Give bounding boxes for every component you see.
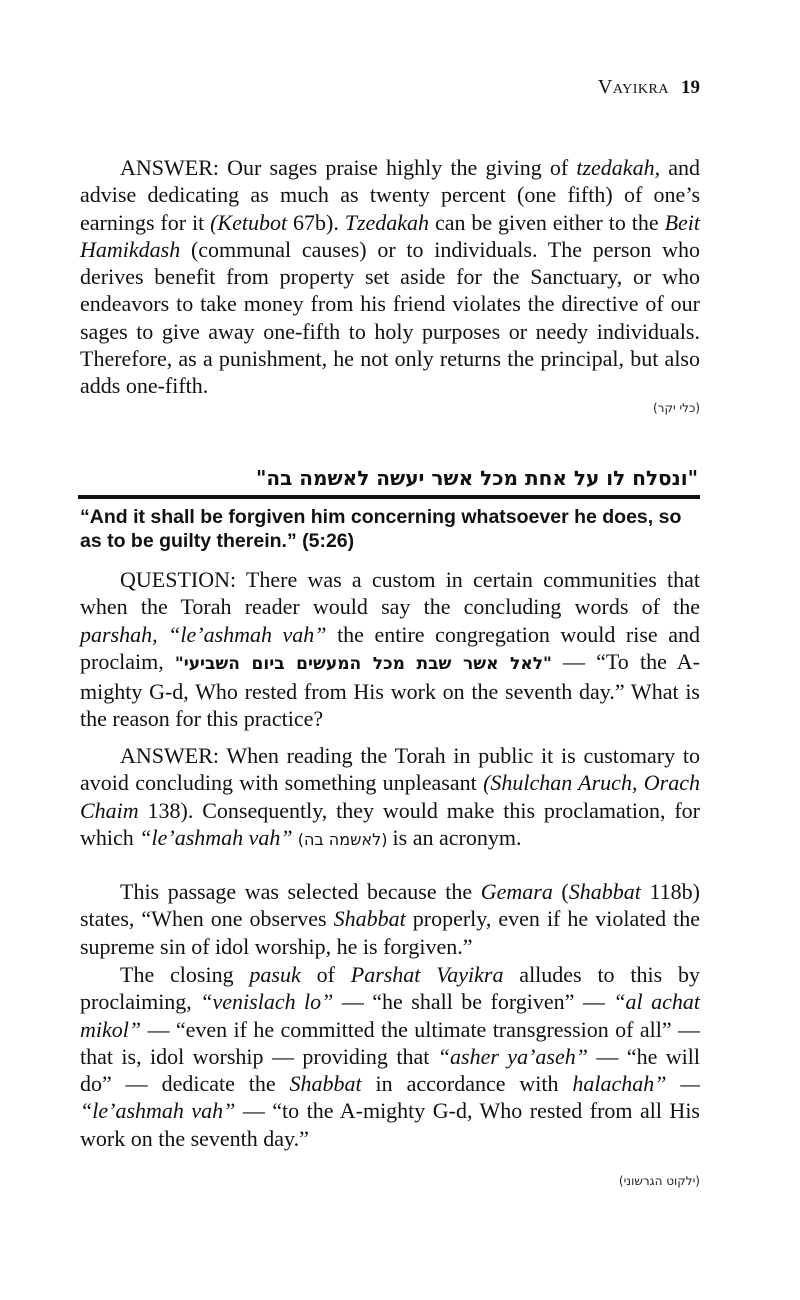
italic-term: Beit Hamikdash [80,209,700,262]
question-paragraph [80,566,700,733]
text-run: ANSWER: Our sages praise highly the giving of [120,155,577,180]
italic-term: pasuk [249,962,301,987]
text-run: can be given either to the [429,209,665,235]
italic-term: “le’ashmah vah” [139,824,293,850]
answer-paragraph-tzedakah [80,154,700,400]
text-run: properly, even if he violated the supreme sin of idol worship, he is forgiven.” [80,906,701,959]
hebrew-quote: "לאל אשר שבת מכל המעשים ביום השביעי" [174,653,552,674]
italic-term: Shabbat [333,906,406,932]
text-run: This passage was selected because the [120,879,481,904]
text-run: ANSWER: When reading the Torah in public it is customary to avoid concluding with something unpleasant [80,743,700,796]
italic-term: Shabbat [568,879,641,904]
text-run: and advise dedicating as much as twenty percent (one fifth) of one’s earnings for it [80,155,700,235]
text-run: ( [552,879,569,904]
italic-term: tzedakah, [576,155,661,180]
italic-term: Shabbat [289,1071,362,1097]
text-run: of [300,962,351,987]
italic-term: Parshat Vayikra [350,962,504,987]
italic-term: Gemara [480,879,553,904]
text-run: The closing [120,962,250,987]
italic-term: Tzedakah [344,209,430,235]
text-run: — “To the A-mighty G-d, Who rested from His work on the seventh day.” What is the reason for this practice? [80,648,700,732]
italic-term: halachah” — “le’ashmah vah” [80,1071,700,1124]
italic-term: parshah, “le’ashmah vah” [80,621,327,647]
verse-translation: “And it shall be forgiven him concerning whatsoever he does, so as to be guilty therein.” (5:26) [80,506,682,552]
running-header [598,76,700,99]
italic-term: “asher ya’aseh” [437,1043,588,1069]
page-number: 19 [681,77,700,98]
hebrew-acronym: (לאשמה בה) [292,829,393,849]
closing-paragraph [80,961,700,1152]
hebrew-verse-heading: "ונסלח לו על אחת מכל אשר יעשה לאשמה בה" [255,466,698,490]
text-run: 118b) states, “When one observes [80,879,701,932]
text-run: the entire congregation would rise and proclaim, [80,621,700,674]
italic-term: “venislach lo” [200,989,334,1015]
text-run: — “he shall be forgiven” — [333,989,614,1015]
passage-paragraph [80,878,700,960]
book-title: Vayikra [597,76,669,98]
source-citation-yalkut-hagershuni: (ילקוט הגרשוני) [618,1174,700,1188]
citation: (Ketubot [210,209,288,235]
text-run: alludes to this by proclaiming, [80,962,701,1015]
text-run: — “to the A-mighty G-d, Who rested from all His work on the seventh day.” [80,1098,700,1151]
source-citation-kli-yakar: (כלי יקר) [653,401,700,415]
italic-term: “al achat mikol” [80,989,700,1042]
text-run: 138). Consequently, they would make this proclamation, for which [80,797,700,850]
text-run: in accordance with [361,1071,573,1097]
text-run: is an acronym. [392,824,522,850]
text-run: — “even if he committed the ultimate transgression of all” — that is, idol worship — providing that [80,1016,700,1069]
heading-divider [78,495,700,499]
text-run: — “he will do” — dedicate the [80,1043,700,1097]
text-run: (communal causes) or to individuals. The person who derives benefit from property set aside for the Sanctuary, or who endeavors to take money from his friend violates the directive of our sages to give away one-fifth to holy purposes or needy individuals. Therefore, as a punishment, he not only returns the principal, but also adds one-fifth. [80,236,700,399]
citation: (Shulchan Aruch, Orach Chaim [80,770,700,823]
text-run: QUESTION: There was a custom in certain communities that when the Torah reader would say the concluding words of the [80,567,700,620]
text-run: 67b). [287,209,345,235]
answer-paragraph-acronym [80,742,700,853]
